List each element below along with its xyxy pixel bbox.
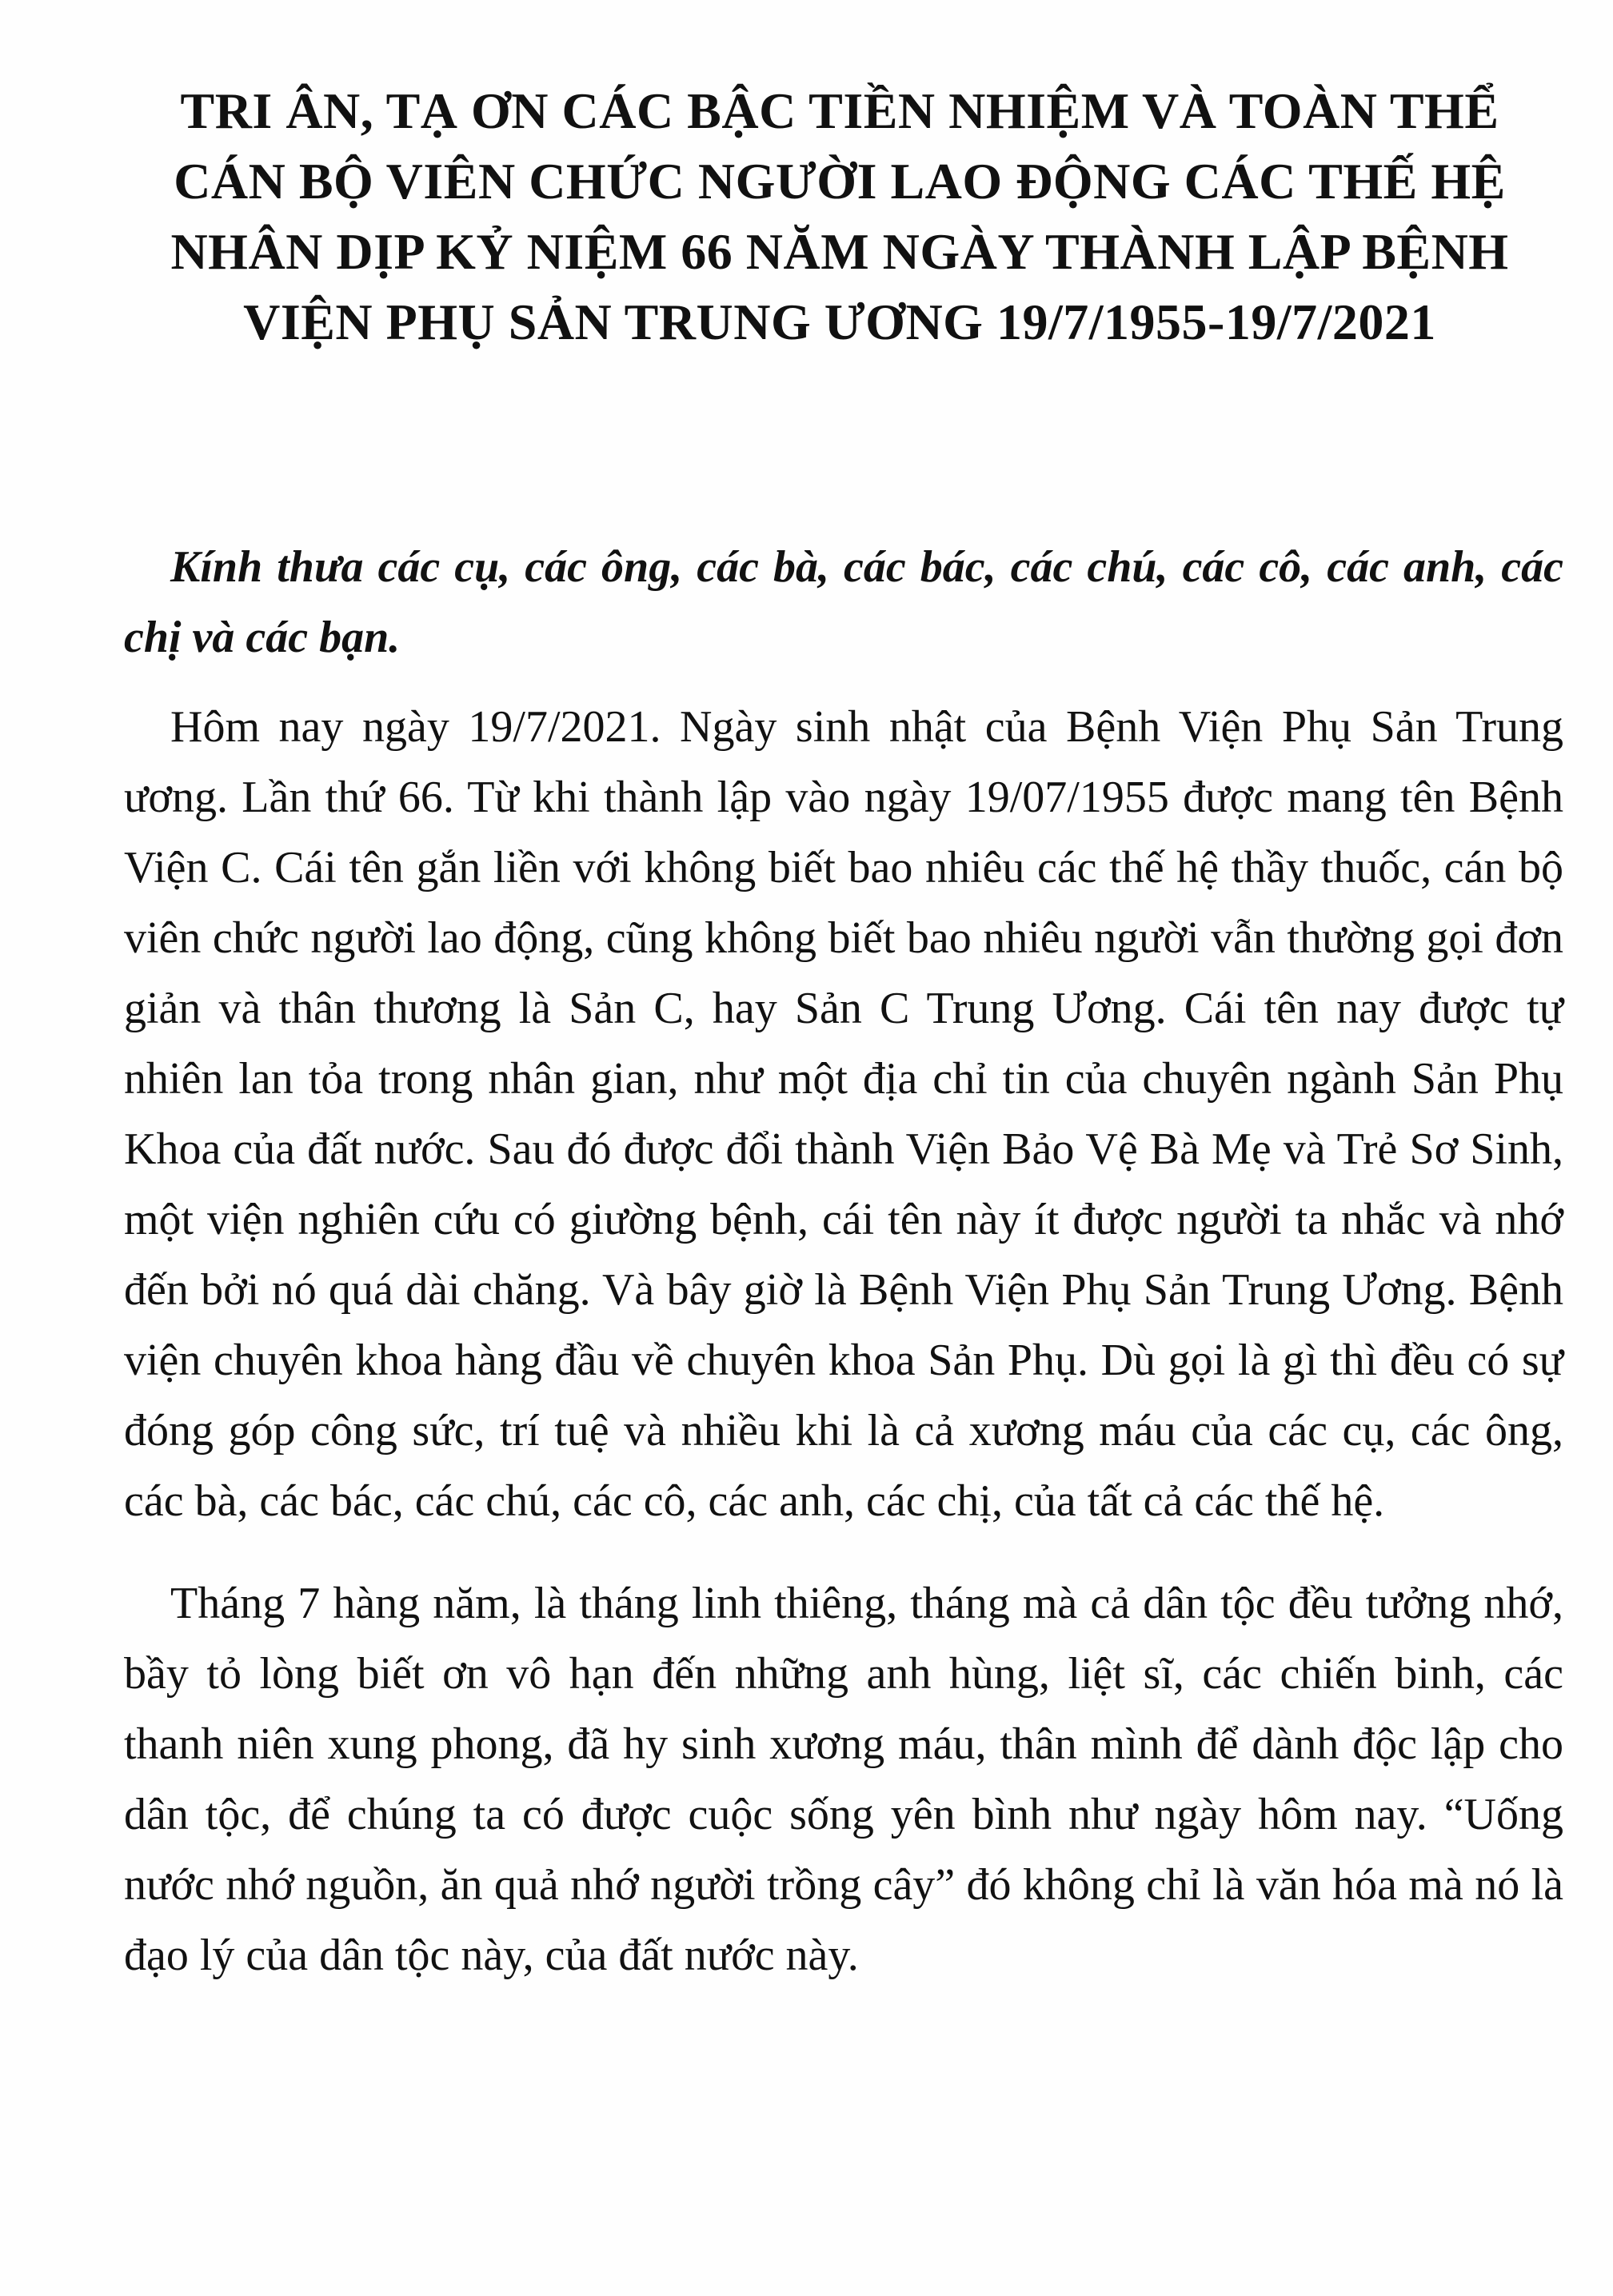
document-body <box>124 532 1563 1991</box>
title-line: NHÂN DỊP KỶ NIỆM 66 NĂM NGÀY THÀNH LẬP BỆNH <box>170 223 1509 280</box>
title-line: CÁN BỘ VIÊN CHỨC NGƯỜI LAO ĐỘNG CÁC THẾ HỆ <box>174 153 1506 210</box>
body-paragraph-history: Hôm nay ngày 19/7/2021. Ngày sinh nhật của Bệnh Viện Phụ Sản Trung ương. Lần thứ 66. Từ khi thành lập vào ngày 19/07/1955 được mang tên Bệnh Viện C. Cái tên gắn liền với không biết bao nhiêu các thế hệ thầy thuốc, cán bộ viên chức người lao động, cũng không biết bao nhiêu người vẫn thường gọi đơn giản và thân thương là Sản C, hay Sản C Trung Ương. Cái tên nay được tự nhiên lan tỏa trong nhân gian, như một địa chỉ tin của chuyên ngành Sản Phụ Khoa của đất nước. Sau đó được đổi thành Viện Bảo Vệ Bà Mẹ và Trẻ Sơ Sinh, một viện nghiên cứu có giường bệnh, cái tên này ít được người ta nhắc và nhớ đến bởi nó quá dài chăng. Và bây giờ là Bệnh Viện Phụ Sản Trung Ương. Bệnh viện chuyên khoa hàng đầu về chuyên khoa Sản Phụ. Dù gọi là gì thì đều có sự đóng góp công sức, trí tuệ và nhiều khi là cả xương máu của các cụ, các ông, các bà, các bác, các chú, các cô, các anh, các chị, của tất cả các thế hệ. <box>124 702 1563 1526</box>
document-title <box>120 76 1559 357</box>
greeting-paragraph: Kính thưa các cụ, các ông, các bà, các bác, các chú, các cô, các anh, các chị và các bạn. <box>124 542 1563 662</box>
title-line: TRI ÂN, TẠ ƠN CÁC BẬC TIỀN NHIỆM VÀ TOÀN THỂ <box>180 82 1499 139</box>
title-line: VIỆN PHỤ SẢN TRUNG ƯƠNG 19/7/1955-19/7/2021 <box>243 293 1436 350</box>
body-paragraph-gratitude: Tháng 7 hàng năm, là tháng linh thiêng, tháng mà cả dân tộc đều tưởng nhớ, bầy tỏ lòng biết ơn vô hạn đến những anh hùng, liệt sĩ, các chiến binh, các thanh niên xung phong, đã hy sinh xương máu, thân mình để dành độc lập cho dân tộc, để chúng ta có được cuộc sống yên bình như ngày hôm nay. “Uống nước nhớ nguồn, ăn quả nhớ người trồng cây” đó không chỉ là văn hóa mà nó là đạo lý của dân tộc này, của đất nước này. <box>124 1579 1563 1980</box>
